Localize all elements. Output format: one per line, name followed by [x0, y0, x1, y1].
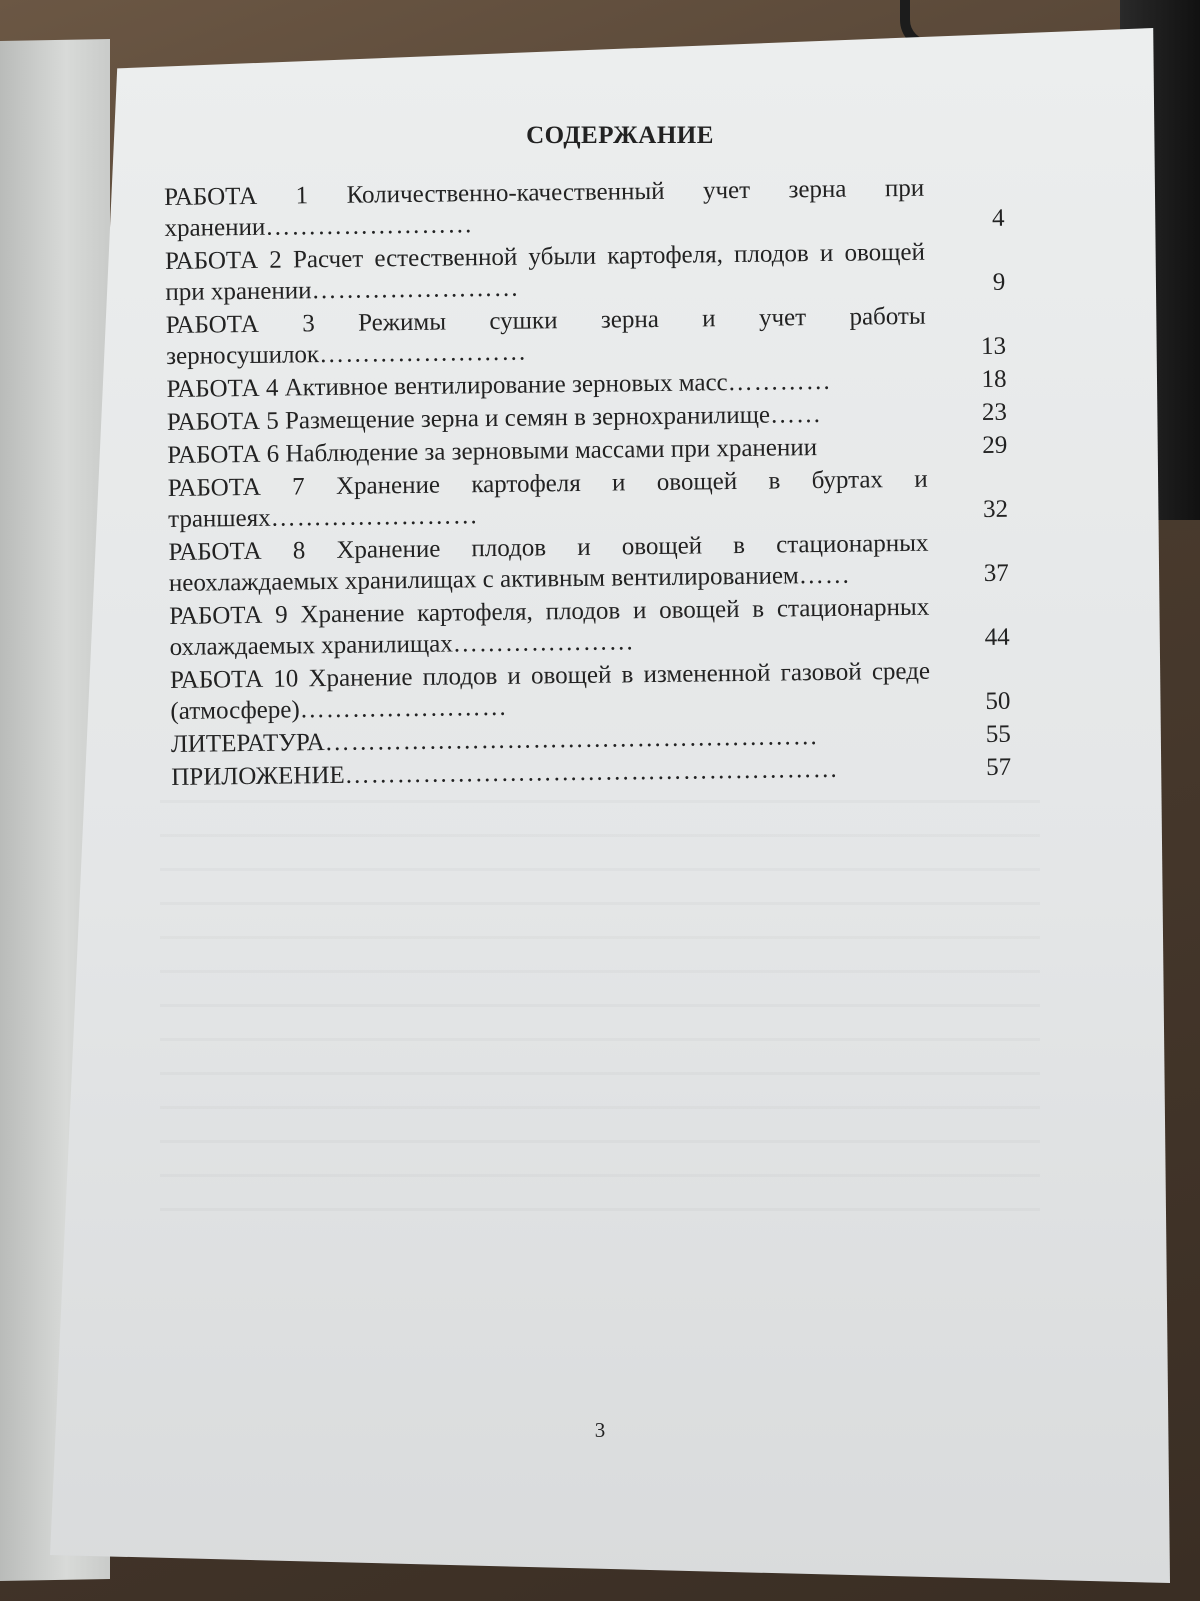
toc-item-text: РАБОТА 1 Количественно-качественный учет зерна при хранении…………………… [164, 174, 925, 242]
toc-item-page: 18 [981, 365, 1007, 394]
toc-item-text: РАБОТА 5 Размещение зерна и семян в зернохранилище…… [166, 400, 823, 436]
toc-item [166, 300, 1007, 372]
toc-item-page: 44 [984, 623, 1010, 652]
toc-item-text: РАБОТА 3 Режимы сушки зерна и учет работы зерносушилок…………………… [165, 302, 926, 370]
table-of-contents [164, 172, 1011, 795]
toc-item-page: 55 [985, 720, 1011, 749]
toc-item-page: 29 [982, 431, 1008, 460]
toc-item-page: 9 [992, 268, 1006, 296]
toc-item-page: 23 [981, 398, 1008, 427]
toc-item-page: 37 [983, 559, 1010, 588]
toc-item [168, 463, 1009, 535]
toc-item-page: 50 [985, 687, 1011, 716]
page-title: СОДЕРЖАНИЕ [526, 122, 714, 149]
toc-item-page: 4 [991, 204, 1005, 232]
toc-item [164, 172, 1005, 244]
toc-item [165, 236, 1006, 308]
toc-item [170, 655, 1011, 727]
toc-item-page: 13 [980, 332, 1007, 361]
toc-item-page: 32 [982, 495, 1009, 524]
toc-item [168, 527, 1009, 599]
toc-item-text: РАБОТА 9 Хранение картофеля, плодов и овощей в стационарных охлаждаемых хранилищах………………… [169, 593, 930, 661]
toc-item-page: 57 [986, 753, 1012, 781]
page-number: 3 [594, 1418, 606, 1442]
bleed-through-text [160, 800, 1040, 1220]
toc-item-text: РАБОТА 6 Наблюдение за зерновыми массами при хранении [167, 434, 818, 469]
toc-item-text: ПРИЛОЖЕНИЕ………………………………………………… [171, 755, 839, 791]
toc-item-text: РАБОТА 10 Хранение плодов и овощей в измененной газовой среде (атмосфере)…………………… [169, 657, 931, 725]
toc-item-text: РАБОТА 8 Хранение плодов и овощей в стационарных неохлаждаемых хранилищах с активным вентилированием…… [168, 529, 929, 597]
toc-item-text: ЛИТЕРАТУРА………………………………………………… [170, 723, 819, 758]
toc-item-text: РАБОТА 2 Расчет естественной убыли картофеля, плодов и овощей при хранении…………………… [164, 238, 926, 306]
toc-item [169, 591, 1010, 663]
toc-item-text: РАБОТА 7 Хранение картофеля и овощей в буртах и траншеях…………………… [167, 465, 928, 533]
toc-item-text: РАБОТА 4 Активное вентилирование зерновых масс………… [166, 367, 832, 403]
